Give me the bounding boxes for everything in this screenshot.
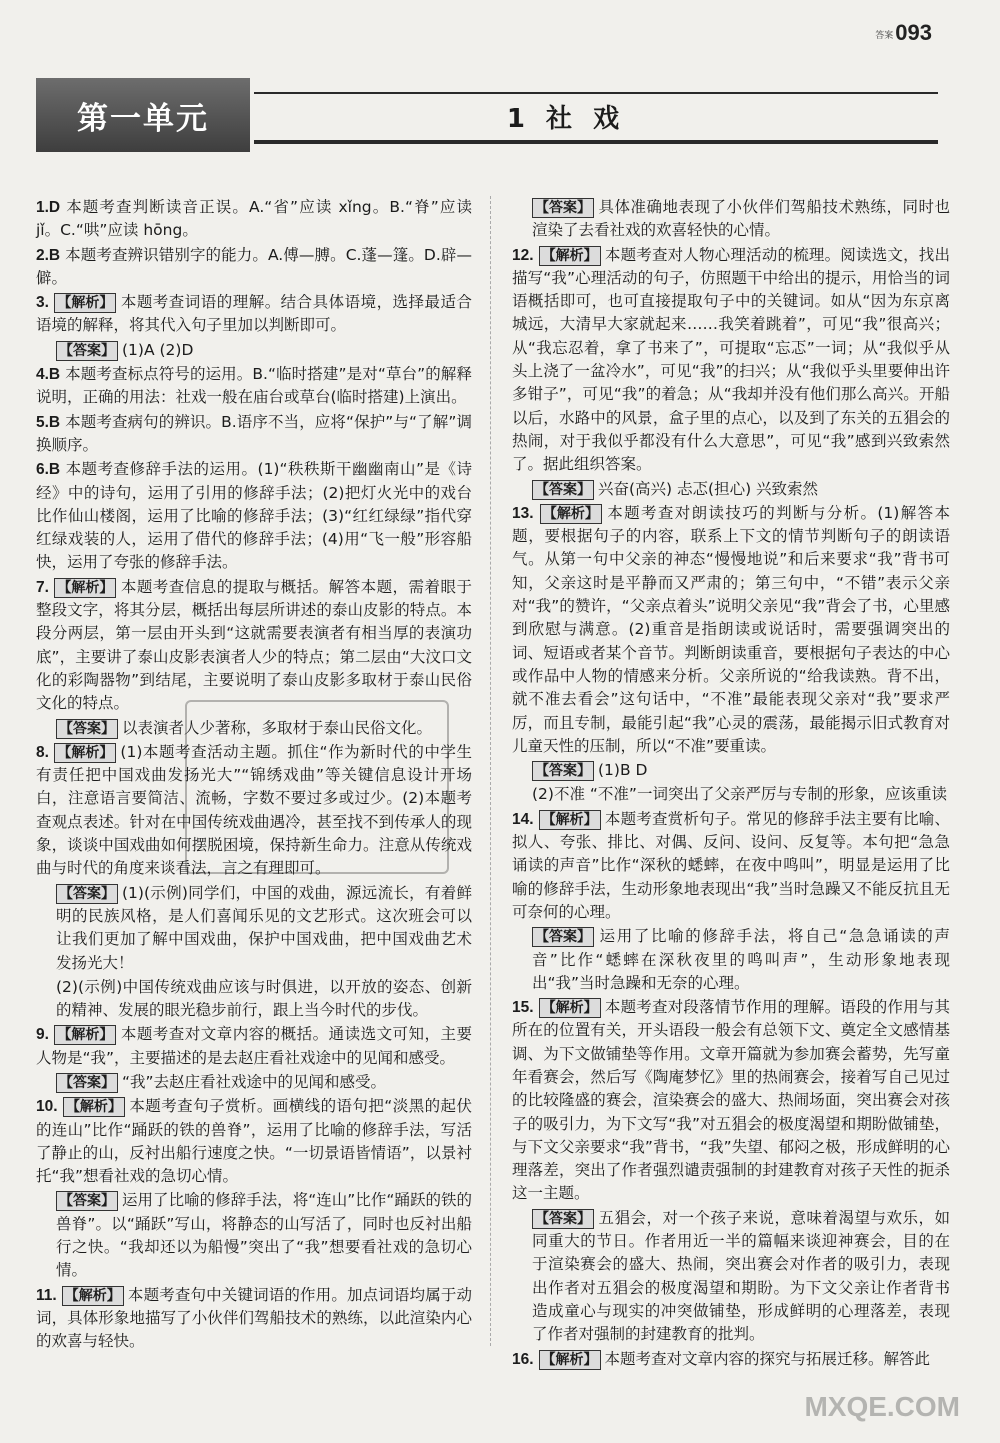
answer-text: 运用了比喻的修辞手法，将“连山”比作“踊跃的铁的兽脊”。以“踊跃”写山，将静态的山写活了，同时也反衬出船行之快。“我却还以为船慢”突出了“我”想要看社戏的急切心情。 <box>56 1191 472 1280</box>
answer-text: (2)不准 “不准”一词突出了父亲严厉与专制的形象，应该重读 <box>532 785 947 804</box>
answer-item <box>512 996 950 1206</box>
question-number: 15. <box>512 999 534 1017</box>
answer-tag: 【答案】 <box>56 1073 118 1093</box>
answer-tag: 【答案】 <box>532 927 594 947</box>
answer-text: 本题考查句子赏析。画横线的语句把“淡黑的起伏的连山”比作“踊跃的铁的兽脊”，运用了比喻的修辞手法，写活了静止的山，反衬出船行速度之快。“一切景语皆情语”，以景衬托“我”想看社戏的急切心情。 <box>36 1097 472 1186</box>
answer-item <box>36 244 472 291</box>
answer-text: 本题考查对文章内容的探究与拓展迁移。解答此 <box>604 1349 931 1368</box>
answer-item <box>512 244 950 477</box>
answer-item <box>512 1207 950 1347</box>
page-number: 答案093 <box>875 20 932 45</box>
answer-text: (1)本题考查活动主题。抓住“作为新时代的中学生有责任把中国戏曲发扬光大”“锦绣戏曲”等关键信息设计开场白，注意语言要简洁、流畅，字数不要过多或过少。(2)本题考查观点表述。针对在中国传统戏曲遇冷，甚至找不到传承人的现象，谈谈中国戏曲如何摆脱困境，保持新生命力。注意从传统戏曲与时代的角度来谈看法，言之有理即可。 <box>36 742 472 878</box>
answer-item <box>36 458 472 574</box>
page-header <box>36 78 938 156</box>
answer-item <box>36 339 472 362</box>
answer-tag: 【解析】 <box>63 1097 125 1117</box>
answer-text: 本题考查辨识错别字的能力。A.傅—膊。C.蓬—篷。D.辟—僻。 <box>36 245 472 287</box>
answer-text: 本题考查对朗读技巧的判断与分析。(1)解答本题，要根据句子的内容，联系上下文的情节判断句子的朗读语气。从第一句中父亲的神态“慢慢地说”和后来要求“我”背书可知，父亲这时是平静而又严肃的；第三句中，“不错”表示父亲对“我”的赞许，“父亲点着头”说明父亲见“我”背会了书，心里感到欣慰与满意。(2)重音是指朗读或说话时，需要强调突出的词、短语或者某个音节。判断朗读重音，要根据句子表达的中心或作品中人物的情感来分析。父亲所说的“给我读熟。背不出，就不准去看会”这句话中，“不准”最能表现父亲对“我”要求严厉，而且专制，最能引起“我”心灵的震荡，最能揭示旧式教育对儿童天性的压制，所以“不准”要重读。 <box>512 503 950 755</box>
answer-item <box>36 1071 472 1094</box>
answer-text: 本题考查对文章内容的概括。通读选文可知，主要人物是“我”，主要描述的是去赵庄看社戏途中的见闻和感受。 <box>36 1025 472 1067</box>
unit-title: 第一单元 <box>36 78 250 152</box>
question-number: 12. <box>512 246 534 264</box>
question-number: 8. <box>36 743 49 761</box>
answer-item <box>36 1095 472 1188</box>
question-number: 14. <box>512 810 534 828</box>
left-column <box>36 196 472 1355</box>
question-number: 10. <box>36 1098 58 1116</box>
answer-text: 兴奋(高兴) 忐忑(担心) 兴致索然 <box>598 479 819 498</box>
answer-item <box>36 717 472 740</box>
answer-item <box>36 1284 472 1354</box>
question-number: 1.D <box>36 199 61 216</box>
answer-tag: 【解析】 <box>54 743 116 763</box>
answer-tag: 【答案】 <box>56 1191 118 1211</box>
answer-tag: 【答案】 <box>532 198 594 218</box>
column-divider <box>490 196 491 1346</box>
header-rule-top <box>254 92 938 94</box>
answer-text: 本题考查对段落情节作用的理解。语段的作用与其所在的位置有关，开头语段一般会有总领下文、奠定全文感情基调、为下文做铺垫等作用。文章开篇就为参加赛会蓄势，先写童年看赛会，然后写《陶庵梦忆》里的热闹赛会，接着写自己见过的比较隆盛的赛会，渲染赛会的盛大、热闹场面，突出赛会对孩子的吸引力，为下文写“我”对五猖会的极度渴望和期盼做铺垫，与下文父亲要求“我”背书，“我”失望、郁闷之极，形成鲜明的心理落差，突出了作者强烈谴责强制的封建教育对孩子天性的扼杀这一主题。 <box>512 998 950 1203</box>
answer-tag: 【解析】 <box>539 998 601 1018</box>
question-number: 7. <box>36 578 49 596</box>
answer-tag: 【答案】 <box>56 884 118 904</box>
answer-tag: 【解析】 <box>539 246 601 266</box>
question-number: 9. <box>36 1026 49 1044</box>
question-number: 4.B <box>36 366 61 384</box>
answer-item <box>512 502 950 758</box>
question-number: 3. <box>36 294 49 312</box>
watermark-logo: MXQE.COM <box>804 1391 960 1422</box>
answer-text: (1)B D <box>598 761 648 780</box>
answer-item <box>512 1348 950 1371</box>
answer-text: 本题考查赏析句子。常见的修辞手法主要有比喻、拟人、夸张、排比、对偶、反问、设问、反复等。本句把“急急诵读的声音”比作“深秋的蟋蟀，在夜中鸣叫”，明显是运用了比喻的修辞手法，生动形象地表现出“我”当时急躁又不能反抗且无可奈何的心理。 <box>512 809 950 921</box>
answer-text: (2)(示例)中国传统戏曲应该与时俱进，以开放的姿态、创新的精神、发展的眼光稳步前行，跟上当今时代的步伐。 <box>56 977 472 1020</box>
answer-tag: 【答案】 <box>532 480 594 500</box>
answer-tag: 【解析】 <box>539 810 601 830</box>
answer-text: (1)(示例)同学们，中国的戏曲，源远流长，有着鲜明的民族风格，是人们喜闻乐见的文艺形式。这次班会可以让我们更加了解中国戏曲，保护中国戏曲，把中国戏曲艺术发扬光大！ <box>56 883 472 972</box>
answer-text: 运用了比喻的修辞手法，将自己“急急诵读的声音”比作“蟋蟀在深秋夜里的鸣叫声”，生动形象地表现出“我”当时急躁和无奈的心理。 <box>532 927 950 992</box>
answer-text: 本题考查判断读音正误。A.“省”应读 xǐng。B.“脊”应读 jǐ。C.“哄”应读 hōng。 <box>36 198 472 240</box>
answer-tag: 【答案】 <box>532 1209 594 1229</box>
answer-item <box>512 759 950 782</box>
answer-tag: 【解析】 <box>54 293 116 313</box>
answer-item <box>36 576 472 716</box>
answer-text: “我”去赵庄看社戏途中的见闻和感受。 <box>122 1072 387 1091</box>
answer-item <box>36 363 472 410</box>
answer-item <box>512 478 950 501</box>
answer-item <box>36 976 472 1023</box>
answer-text: 本题考查病句的辨识。B.语序不当，应将“保护”与“了解”调换顺序。 <box>36 412 472 454</box>
answer-tag: 【答案】 <box>532 761 594 781</box>
answer-tag: 【解析】 <box>62 1286 124 1306</box>
answer-item <box>36 882 472 975</box>
answer-item <box>36 196 472 243</box>
right-column <box>512 196 950 1372</box>
question-number: 5.B <box>36 413 61 431</box>
answer-tag: 【答案】 <box>56 341 118 361</box>
answer-item <box>512 196 950 243</box>
answer-text: 本题考查句中关键词语的作用。加点词语均属于动词，具体形象地描写了小伙伴们驾船技术的熟练，以此渲染内心的欢喜与轻快。 <box>36 1285 472 1351</box>
answer-item <box>36 741 472 881</box>
answer-text: 本题考查修辞手法的运用。(1)“秩秩斯干幽幽南山”是《诗经》中的诗句，运用了引用的修辞手法；(2)把灯火光中的戏台比作仙山楼阁，运用了比喻的修辞手法；(3)“红红绿绿”指代穿红绿戏装的人，运用了借代的修辞手法；(4)用“飞一般”形容船快，运用了夸张的修辞手法。 <box>36 460 472 572</box>
answer-tag: 【解析】 <box>539 1350 601 1370</box>
answer-item <box>512 783 950 806</box>
answer-item <box>512 808 950 924</box>
answer-text: 本题考查标点符号的运用。B.“临时搭建”是对“草台”的解释说明，正确的用法：社戏一般在庙台或草台(临时搭建)上演出。 <box>36 365 472 407</box>
answer-tag: 【答案】 <box>56 719 118 739</box>
answer-tag: 【解析】 <box>54 578 116 598</box>
question-number: 2.B <box>36 246 61 264</box>
answer-item <box>36 1189 472 1282</box>
answer-text: 以表演者人少著称，多取材于泰山民俗文化。 <box>122 718 433 737</box>
question-number: 6.B <box>36 461 61 479</box>
answer-item <box>36 411 472 458</box>
answer-item <box>512 925 950 995</box>
answer-tag: 【解析】 <box>540 504 602 524</box>
answer-tag: 【解析】 <box>54 1025 116 1045</box>
answer-text: 本题考查词语的理解。结合具体语境，选择最适合语境的解释，将其代入句子里加以判断即可。 <box>36 293 472 335</box>
answer-text: (1)A (2)D <box>122 340 194 359</box>
answer-text: 五猖会，对一个孩子来说，意味着渴望与欢乐，如同重大的节日。作者用近一半的篇幅来谈迎神赛会，目的在于渲染赛会的盛大、热闹，突出赛会对作者的吸引力，表现出作者对五猖会的极度渴望和期盼。为下文父亲让作者背书造成童心与现实的冲突做铺垫，形成鲜明的心理落差，表现了作者对强制的封建教育的批判。 <box>532 1208 950 1344</box>
answer-item <box>36 291 472 338</box>
header-rule-bottom <box>254 140 938 144</box>
answer-text: 本题考查对人物心理活动的梳理。阅读选文，找出描写“我”心理活动的句子，仿照题干中给出的提示，用恰当的词语概括即可，也可直接提取句子中的关键词。如从“因为东京离城远，大清早大家就起来……我笑着跳着”，可见“我”很高兴；从“我忘忍着，拿了书来了”，可提取“忘忑”一词；从“我似乎从头上浇了一盆冷水”，可见“我”的扫兴；从“我似乎头里要伸出许多钳子”，可见“我”的着急；从“我却并没有他们那么高兴。开船以后，水路中的风景，盒子里的点心，以及到了东关的五猖会的热闹，对于我似乎都没有什么大意思”，可见“我”感到兴致索然了。据此组织答案。 <box>512 245 950 474</box>
lesson-title: 1 社 戏 <box>506 104 626 134</box>
answer-text: 本题考查信息的提取与概括。解答本题，需着眼于整段文字，将其分层，概括出每层所讲述的泰山皮影的特点。本段分两层，第一层由开头到“这就需要表演者有相当厚的表演功底”，主要讲了泰山皮影表演者人少的特点；第二层由“大汶口文化的彩陶器物”到结尾，主要说明了泰山皮影多取材于泰山民俗文化的特点。 <box>36 577 472 713</box>
question-number: 16. <box>512 1350 534 1368</box>
answer-text: 具体准确地表现了小伙伴们驾船技术熟练，同时也渲染了去看社戏的欢喜轻快的心情。 <box>532 198 950 240</box>
question-number: 13. <box>512 504 534 522</box>
answer-item <box>36 1023 472 1070</box>
question-number: 11. <box>36 1286 57 1304</box>
